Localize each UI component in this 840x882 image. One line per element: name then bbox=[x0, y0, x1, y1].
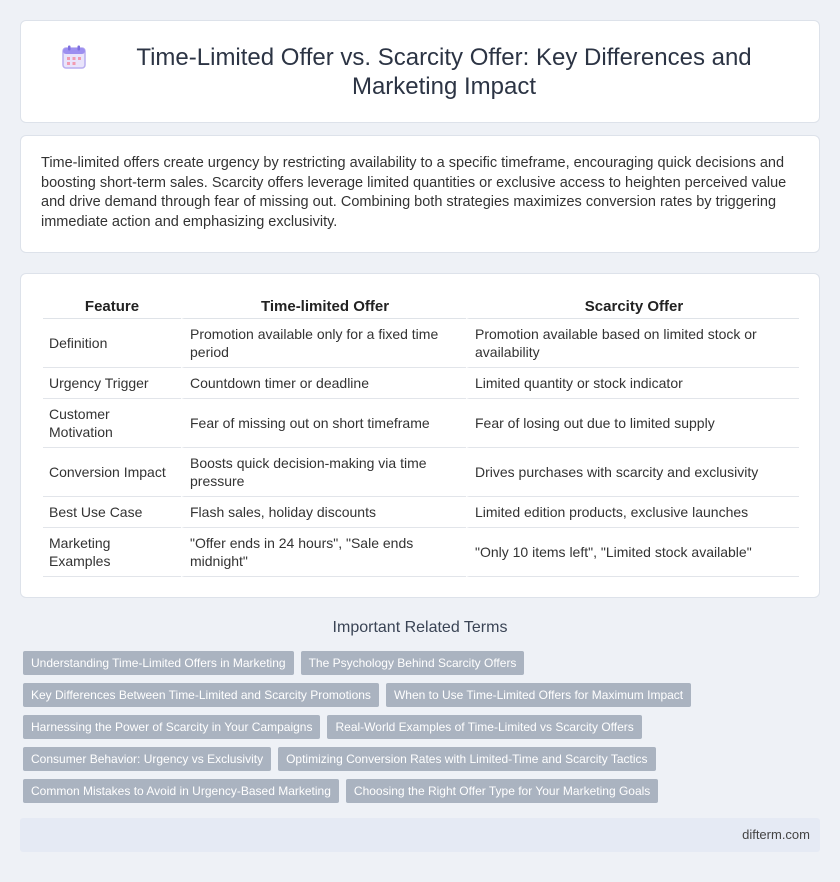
table-cell: Fear of missing out on short timeframe bbox=[181, 399, 466, 448]
column-header-feature: Feature bbox=[43, 296, 181, 319]
table-row bbox=[43, 528, 799, 577]
table-cell: Urgency Trigger bbox=[43, 368, 181, 399]
table-row bbox=[43, 319, 799, 368]
table-cell: Flash sales, holiday discounts bbox=[181, 497, 466, 528]
related-term-link[interactable]: Optimizing Conversion Rates with Limited-Time and Scarcity Tactics bbox=[278, 747, 655, 771]
table-cell: Conversion Impact bbox=[43, 448, 181, 497]
table-cell: Best Use Case bbox=[43, 497, 181, 528]
table-header-row bbox=[43, 296, 799, 319]
column-header-scarcity: Scarcity Offer bbox=[466, 296, 799, 319]
related-term-link[interactable]: Key Differences Between Time-Limited and Scarcity Promotions bbox=[23, 683, 379, 707]
header-card bbox=[20, 20, 820, 123]
related-term-link[interactable]: When to Use Time-Limited Offers for Maximum Impact bbox=[386, 683, 691, 707]
table-row bbox=[43, 368, 799, 399]
related-term-link[interactable]: Common Mistakes to Avoid in Urgency-Based Marketing bbox=[23, 779, 339, 803]
column-header-time-limited: Time-limited Offer bbox=[181, 296, 466, 319]
related-term-link[interactable]: Real-World Examples of Time-Limited vs Scarcity Offers bbox=[327, 715, 641, 739]
calendar-icon bbox=[61, 44, 87, 70]
table-cell: Countdown timer or deadline bbox=[181, 368, 466, 399]
page-title: Time-Limited Offer vs. Scarcity Offer: Key Differences and Marketing Impact bbox=[136, 43, 752, 100]
comparison-table bbox=[43, 296, 799, 577]
table-cell: Boosts quick decision-making via time pressure bbox=[181, 448, 466, 497]
table-row bbox=[43, 399, 799, 448]
table-cell: "Only 10 items left", "Limited stock available" bbox=[466, 528, 799, 577]
related-term-link[interactable]: Choosing the Right Offer Type for Your Marketing Goals bbox=[346, 779, 658, 803]
footer-site-name[interactable]: difterm.com bbox=[742, 827, 810, 842]
table-cell: Limited edition products, exclusive launches bbox=[466, 497, 799, 528]
table-cell: Limited quantity or stock indicator bbox=[466, 368, 799, 399]
related-terms-list bbox=[23, 651, 813, 811]
table-cell: Customer Motivation bbox=[43, 399, 181, 448]
footer bbox=[20, 818, 820, 852]
related-term-link[interactable]: Consumer Behavior: Urgency vs Exclusivity bbox=[23, 747, 271, 771]
table-row bbox=[43, 448, 799, 497]
table-cell: Definition bbox=[43, 319, 181, 368]
intro-card bbox=[20, 135, 820, 253]
table-cell: Fear of losing out due to limited supply bbox=[466, 399, 799, 448]
table-cell: Marketing Examples bbox=[43, 528, 181, 577]
comparison-table-card bbox=[20, 273, 820, 598]
related-term-link[interactable]: Harnessing the Power of Scarcity in Your Campaigns bbox=[23, 715, 320, 739]
intro-paragraph: Time-limited offers create urgency by restricting availability to a specific timeframe, encouraging quick decisions and boosting short-term sales. Scarcity offers leverage limited quantities or exclusive access to heighten perceived value and drive demand through fear of missing out. Combining both strategies maximizes conversion rates by triggering immediate action and emphasizing exclusivity. bbox=[41, 155, 787, 230]
table-row bbox=[43, 497, 799, 528]
table-cell: Drives purchases with scarcity and exclusivity bbox=[466, 448, 799, 497]
related-term-link[interactable]: The Psychology Behind Scarcity Offers bbox=[301, 651, 525, 675]
table-cell: Promotion available only for a fixed time period bbox=[181, 319, 466, 368]
related-term-link[interactable]: Understanding Time-Limited Offers in Marketing bbox=[23, 651, 294, 675]
table-cell: "Offer ends in 24 hours", "Sale ends midnight" bbox=[181, 528, 466, 577]
related-terms-title: Important Related Terms bbox=[332, 619, 508, 636]
table-cell: Promotion available based on limited stock or availability bbox=[466, 319, 799, 368]
